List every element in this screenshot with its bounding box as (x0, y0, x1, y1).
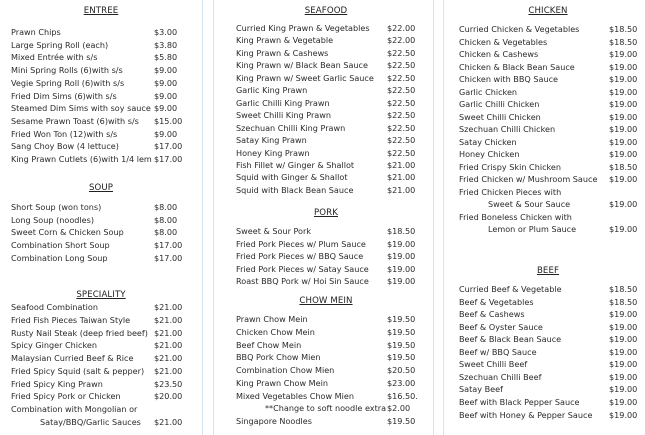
menu-item-price: $8.00 (154, 202, 178, 212)
menu-item-name: Seafood Combination (11, 302, 99, 312)
menu-item-price: $22.50 (387, 85, 416, 96)
menu-item-price: $17.00 (154, 240, 183, 251)
menu-item-name: Fried Crispy Skin Chicken (459, 161, 562, 172)
menu-item-price: $18.50 (609, 161, 638, 172)
menu-item-name: Fish Fillet w/ Ginger & Shallot (236, 159, 355, 170)
menu-item-price: $19.00 (609, 61, 638, 72)
menu-item-name: Chicken & Black Bean Sauce (459, 61, 575, 72)
menu-item-price: $22.50 (387, 147, 416, 158)
section-heading-beef: BEEF (536, 266, 560, 276)
menu-item-price: $5.80 (154, 52, 178, 63)
menu-item-price: $19.00 (609, 199, 638, 209)
menu-item-name: Beef & Black Bean Sauce (459, 334, 562, 345)
column-divider (202, 0, 203, 435)
menu-item-price: $18.50 (387, 226, 416, 236)
menu-item-name: Sweet Chilli Chicken (459, 111, 541, 122)
menu-item-price: $17.00 (154, 154, 183, 164)
menu-item-name: Fried Chicken Pieces with (459, 186, 562, 197)
menu-item-name: Lemon or Plum Sauce (488, 224, 577, 234)
menu-item-price: $19.00 (609, 224, 638, 234)
section-heading-chicken: CHICKEN (528, 6, 568, 16)
menu-item-name: Szechuan Chilli Beef (459, 371, 542, 382)
menu-item-price: $19.00 (609, 111, 638, 122)
menu-item-name: Garlic King Prawn (236, 85, 308, 96)
menu-item-name: Chicken & Vegetables (459, 36, 548, 47)
menu-item-name: Sweet & Sour Sauce (488, 199, 571, 209)
menu-item-price: $22.50 (387, 60, 416, 71)
menu-item-name: Sweet Chilli King Prawn (236, 110, 331, 121)
menu-item-price: $9.00 (154, 77, 178, 88)
menu-item-price: $23.50 (154, 378, 183, 389)
menu-item-name: Beef & Vegetables (459, 296, 534, 307)
menu-item-price: $22.50 (387, 135, 416, 146)
menu-item-price: $21.00 (154, 365, 183, 376)
menu-item-name: Spicy Ginger Chicken (11, 340, 97, 351)
menu-item-name: King Prawn & Cashews (236, 47, 329, 58)
menu-item-price: $19.00 (609, 86, 638, 97)
menu-item-price: $18.50 (609, 296, 638, 307)
menu-item-price: $20.50 (387, 365, 416, 375)
menu-item-price: $19.00 (609, 174, 638, 184)
menu-item-name: Singapore Noodles (236, 416, 312, 426)
menu-item-name: Fried Spicy Pork or Chicken (11, 391, 121, 402)
menu-item-name: Combination with Mongolian or (11, 404, 138, 414)
section-heading-entree: ENTREE (83, 6, 119, 16)
menu-item-name: Beef with Honey & Pepper Sauce (459, 409, 593, 420)
menu-item-price: $8.00 (154, 227, 178, 238)
menu-item-price: $3.80 (154, 39, 178, 50)
menu-item-price: $19.00 (609, 149, 638, 159)
menu-item-price: $21.00 (154, 302, 183, 312)
menu-item-price: $19.00 (609, 384, 638, 395)
menu-item-price: $15.00 (154, 115, 183, 126)
menu-item-name: Szechuan Chilli Chicken (459, 124, 556, 134)
menu-item-price: $19.00 (609, 49, 638, 59)
menu-item-name: Fried Won Ton (12)with s/s (11, 128, 118, 139)
menu-item-name: Chicken Chow Mein (236, 326, 315, 337)
menu-item-name: Mixed Entrée with s/s (11, 52, 98, 63)
menu-item-name: Garlic Chilli King Prawn (236, 97, 330, 108)
menu-item-price: $21.00 (154, 416, 183, 427)
menu-item-name: Beef w/ BBQ Sauce (459, 346, 537, 357)
menu-item-name: Squid with Ginger & Shallot (236, 172, 348, 183)
menu-item-price: $21.00 (154, 353, 183, 363)
menu-item-price: $9.00 (154, 90, 178, 101)
menu-item-name: Combination Short Soup (11, 240, 110, 251)
menu-item-price: $22.50 (387, 122, 416, 133)
menu-item-price: $23.00 (387, 377, 416, 388)
menu-item-name: Long Soup (noodles) (11, 214, 95, 225)
menu-item-name: Prawn Chips (11, 27, 61, 37)
menu-item-price: $22.50 (387, 72, 416, 83)
menu-item-name: Chicken with BBQ Sauce (459, 74, 559, 84)
menu-item-name: Fried Boneless Chicken with (459, 211, 572, 222)
menu-item-price: $21.00 (387, 184, 416, 195)
menu-item-name: Beef & Oyster Sauce (459, 321, 543, 332)
menu-item-name: King Prawn w/ Black Bean Sauce (236, 60, 368, 71)
menu-item-price: $22.50 (387, 97, 416, 108)
menu-item-name: Beef Chow Mein (236, 339, 302, 350)
menu-item-name: Sang Choy Bow (4 lettuce) (11, 141, 119, 152)
menu-item-price: $21.00 (154, 340, 183, 351)
menu-item-price: $19.50 (387, 416, 416, 426)
menu-item-price: $21.00 (387, 172, 416, 183)
menu-item-name: Fried Spicy King Prawn (11, 378, 103, 389)
menu-item-price: $16.50. (387, 390, 418, 401)
menu-item-price: $22.00 (387, 35, 416, 46)
menu-item-price: $19.00 (609, 409, 638, 420)
menu-item-price: $18.50 (609, 284, 638, 294)
menu-item-name: Fried Pork Pieces w/ BBQ Sauce (236, 251, 364, 261)
menu-item-name: Chicken & Cashews (459, 49, 539, 59)
menu-item-name: King Prawn Cutlets (6)with 1/4 lem (11, 154, 152, 164)
menu-item-price: $20.00 (154, 391, 183, 402)
menu-item-price: $9.00 (154, 128, 178, 139)
menu-item-price: $19.00 (387, 251, 416, 261)
section-heading-speciality: SPECIALITY (76, 290, 126, 300)
menu-item-name: Sesame Prawn Toast (6)with s/s (11, 115, 139, 126)
menu-item-name: Fried Pork Pieces w/ Plum Sauce (236, 238, 366, 249)
menu-item-name: Prawn Chow Mein (236, 314, 308, 324)
menu-item-price: $19.00 (609, 396, 638, 407)
menu-item-name: Mixed Vegetables Chow Mien (236, 390, 355, 401)
menu-item-price: $19.00 (609, 371, 638, 382)
menu-item-price: $19.00 (609, 321, 638, 332)
menu-item-price: $19.00 (609, 309, 638, 320)
menu-item-name: King Prawn Chow Mein (236, 377, 329, 388)
menu-item-name: BBQ Pork Chow Mien (236, 352, 321, 363)
menu-item-name: Roast BBQ Pork w/ Hoi Sin Sauce (236, 276, 369, 286)
menu-item-name: Fried Fish Pieces Taiwan Style (11, 314, 131, 325)
menu-item-name: Fried Spicy Squid (salt & pepper) (11, 365, 145, 376)
menu-item-price: $22.50 (387, 110, 416, 121)
menu-item-name: Short Soup (won tons) (11, 202, 102, 212)
menu-item-price: $19.00 (609, 124, 638, 134)
menu-item-name: Large Spring Roll (each) (11, 39, 109, 50)
menu-item-name: Malaysian Curried Beef & Rice (11, 353, 134, 363)
menu-item-name: Sweet & Sour Pork (236, 226, 312, 236)
section-heading-chow-mein: CHOW MEIN (299, 296, 353, 306)
column-divider (443, 0, 444, 435)
menu-item-price: $19.00 (609, 136, 638, 147)
menu-item-name: King Prawn & Vegetable (236, 35, 334, 46)
menu-item-name: Combination Chow Mien (236, 365, 335, 375)
menu-item-name: Squid with Black Bean Sauce (236, 184, 354, 195)
menu-item-price: $17.00 (154, 252, 183, 263)
menu-item-name: Sweet Chilli Beef (459, 359, 528, 370)
menu-item-price: $19.00 (387, 263, 416, 274)
menu-item-price: $19.00 (387, 238, 416, 249)
menu-item-name: Beef with Black Pepper Sauce (459, 396, 580, 407)
menu-item-name: Fried Dim Sims (6)with s/s (11, 90, 117, 101)
menu-item-price: $21.00 (387, 159, 416, 170)
menu-item-name: Garlic Chilli Chicken (459, 99, 540, 109)
menu-item-name: Sweet Corn & Chicken Soup (11, 227, 124, 238)
menu-item-name: Combination Long Soup (11, 252, 108, 263)
menu-item-name: King Prawn w/ Sweet Garlic Sauce (236, 72, 374, 83)
menu-item-price: $19.00 (609, 334, 638, 345)
menu-item-price: $8.00 (154, 214, 178, 225)
menu-item-name: Satay/BBQ/Garlic Sauces (40, 416, 141, 427)
menu-item-name: Fried Chicken w/ Mushroom Sauce (459, 174, 598, 184)
menu-item-price: $21.00 (154, 327, 183, 338)
menu-item-name: Mini Spring Rolls (6)with s/s (11, 65, 123, 76)
section-heading-seafood: SEAFOOD (304, 6, 348, 16)
menu-item-name: Honey Chicken (459, 149, 520, 159)
menu-item-name: Beef & Cashews (459, 309, 525, 320)
menu-item-name: Steamed Dim Sims with soy sauce (11, 103, 151, 114)
menu-item-name: Satay Beef (459, 384, 503, 395)
menu-item-price: $17.00 (154, 141, 183, 152)
menu-item-price: $19.50 (387, 339, 416, 350)
menu-item-name: Vegie Spring Roll (6)with s/s (11, 77, 125, 88)
menu-item-name: Curried Chicken & Vegetables (459, 24, 580, 34)
menu-item-price: $19.50 (387, 326, 416, 337)
menu-item-price: $19.00 (387, 276, 416, 286)
menu-item-price: $18.50 (609, 24, 638, 34)
menu-item-name: Rusty Nail Steak (deep fried beef) (11, 327, 148, 338)
menu-item-price: $19.00 (609, 359, 638, 370)
menu-item-price: $22.50 (387, 47, 416, 58)
menu-item-price: $18.50 (609, 36, 638, 47)
column-divider (213, 0, 214, 435)
menu-item-price: $2.00 (387, 403, 411, 414)
menu-item-name: Honey King Prawn (236, 147, 310, 158)
menu-item-name: Fried Pork Pieces w/ Satay Sauce (236, 263, 369, 274)
menu-item-name: **Change to soft noodle extra (265, 403, 387, 414)
menu-item-name: Satay Chicken (459, 136, 517, 147)
column-divider (433, 0, 434, 435)
menu-item-name: Curried King Prawn & Vegetables (236, 23, 370, 33)
menu-item-name: Szechuan Chilli King Prawn (236, 122, 346, 133)
menu-item-name: Curried Beef & Vegetable (459, 284, 562, 294)
menu-item-price: $3.00 (154, 27, 178, 37)
menu-item-price: $19.50 (387, 314, 416, 324)
menu-item-price: $19.00 (609, 74, 638, 84)
menu-item-price: $22.00 (387, 23, 416, 33)
menu-item-price: $21.00 (154, 314, 183, 325)
menu-item-name: Satay King Prawn (236, 135, 307, 146)
section-heading-pork: PORK (314, 208, 338, 218)
menu-item-price: $19.50 (387, 352, 416, 363)
section-heading-soup: SOUP (88, 183, 114, 193)
menu-item-name: Garlic Chicken (459, 86, 518, 97)
menu-item-price: $9.00 (154, 65, 178, 76)
menu-item-price: $19.00 (609, 99, 638, 109)
menu-item-price: $19.00 (609, 346, 638, 357)
menu-item-price: $9.00 (154, 103, 178, 114)
